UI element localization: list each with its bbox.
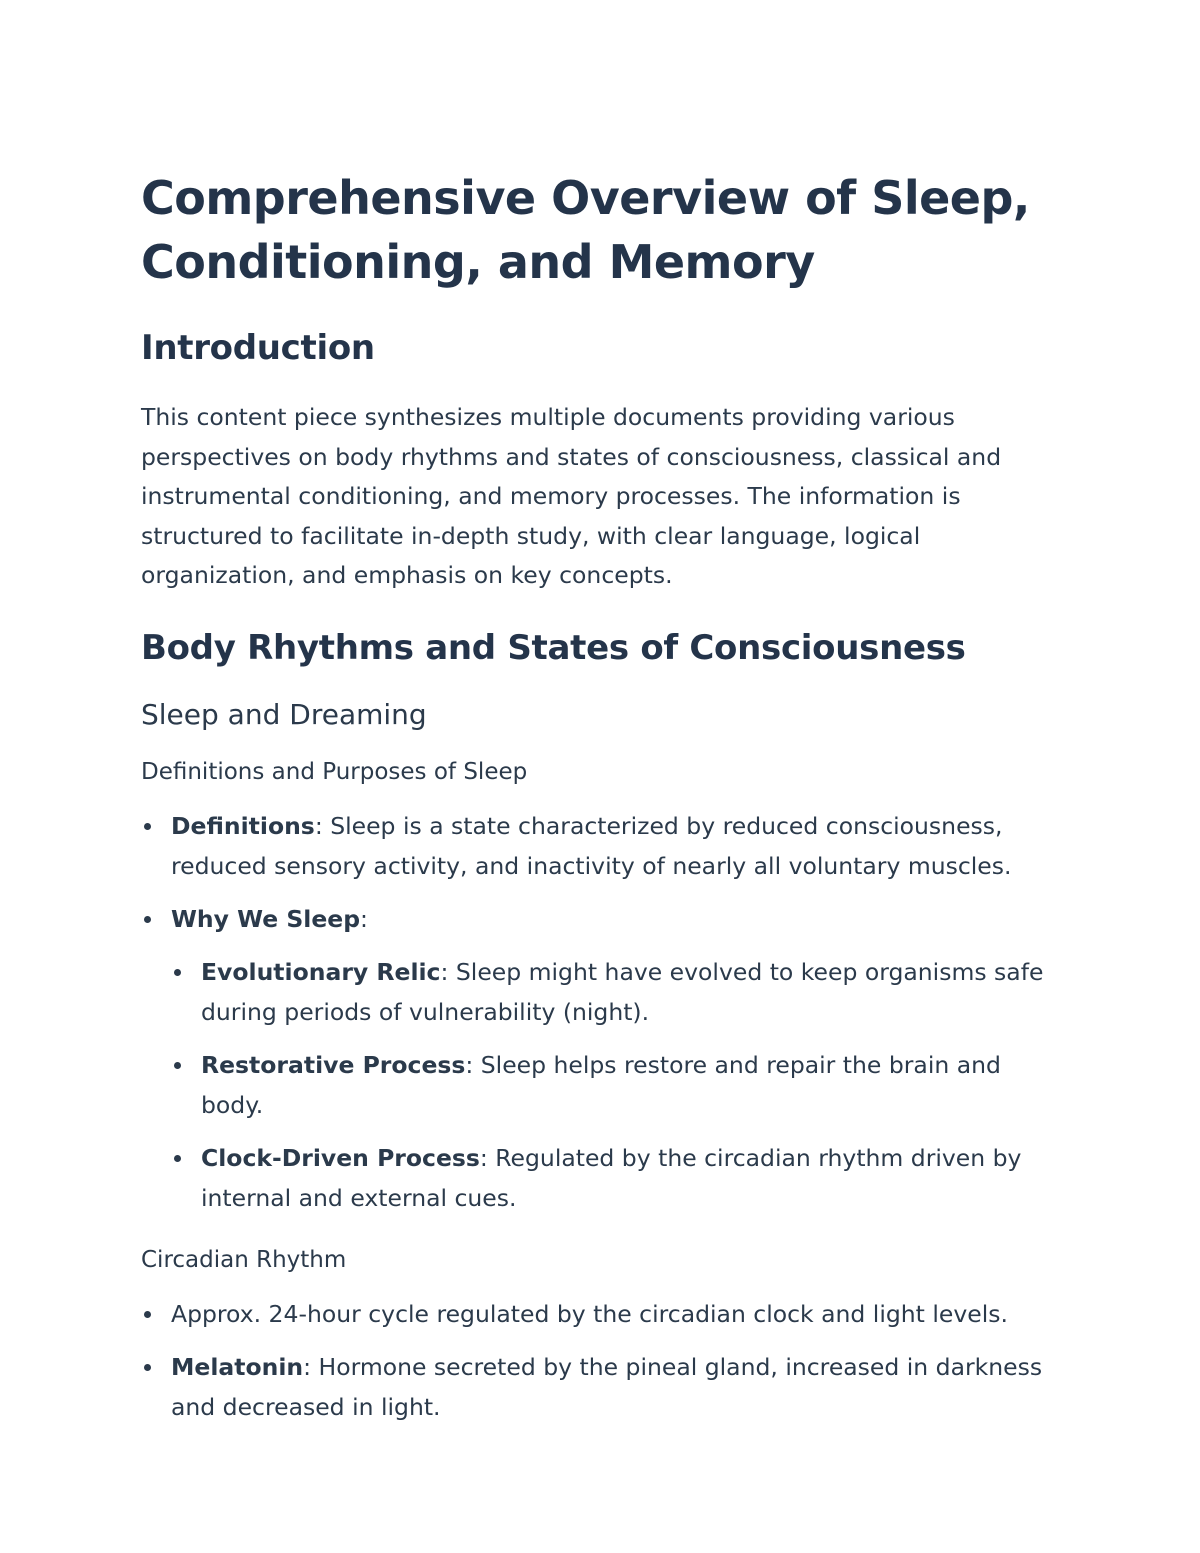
introduction-paragraph: This content piece synthesizes multiple documents providing various perspectives on body rhythms and states of consciousness, classical and instrumental conditioning, and memory processes. The information is structured to facilitate in-depth study, with clear language, logical organization, and emphasis on key concepts. <box>141 403 1002 589</box>
subheading-definitions-purposes: Definitions and Purposes of Sleep <box>141 758 528 785</box>
sublist-item-clock-driven-process <box>171 1138 1061 1218</box>
bullet-icon <box>174 1062 181 1069</box>
list-item-text: : Regulated by the circadian rhythm driven by internal and external cues. <box>201 1143 1022 1212</box>
bullet-icon <box>174 1155 181 1162</box>
bullet-icon <box>144 823 151 830</box>
bullet-icon <box>174 969 181 976</box>
list-item-text: Approx. 24-hour cycle regulated by the circadian clock and light levels. <box>171 1299 1008 1328</box>
bullet-icon <box>144 916 151 923</box>
list-item-text: : Sleep might have evolved to keep organisms safe during periods of vulnerability (night). <box>201 957 1044 1026</box>
list-item-text: : Sleep helps restore and repair the brain and body. <box>201 1050 1001 1119</box>
list-item-definitions <box>141 806 1061 886</box>
introduction-heading: Introduction <box>141 328 375 368</box>
section-heading-body-rhythms: Body Rhythms and States of Consciousness <box>141 627 966 668</box>
list-item-term: Melatonin <box>171 1352 304 1381</box>
list-item-why-we-sleep <box>141 899 1061 1218</box>
why-we-sleep-sublist <box>171 952 1061 1218</box>
list-item-term: Clock-Driven Process <box>201 1143 480 1172</box>
list-item-melatonin <box>141 1347 1061 1427</box>
document-page <box>141 166 1061 1440</box>
circadian-list <box>141 1294 1061 1427</box>
sublist-item-evolutionary-relic <box>171 952 1061 1032</box>
list-item-cycle <box>141 1294 1061 1334</box>
list-item-text: : Sleep is a state characterized by reduced consciousness, reduced sensory activity, and inactivity of nearly all voluntary muscles. <box>171 811 1012 880</box>
list-item-text: : <box>360 904 368 933</box>
list-item-text: : Hormone secreted by the pineal gland, increased in darkness and decreased in light. <box>171 1352 1043 1421</box>
document-title: Comprehensive Overview of Sleep, Conditioning, and Memory <box>141 171 1030 289</box>
subsection-heading-sleep-dreaming: Sleep and Dreaming <box>141 697 427 731</box>
subheading-circadian-rhythm: Circadian Rhythm <box>141 1246 347 1273</box>
bullet-icon <box>144 1364 151 1371</box>
list-item-term: Evolutionary Relic <box>201 957 441 986</box>
sublist-item-restorative-process <box>171 1045 1061 1125</box>
bullet-icon <box>144 1311 151 1318</box>
list-item-term: Restorative Process <box>201 1050 466 1079</box>
list-item-term: Why We Sleep <box>171 904 361 933</box>
definitions-list <box>141 806 1061 1218</box>
list-item-term: Definitions <box>171 811 315 840</box>
